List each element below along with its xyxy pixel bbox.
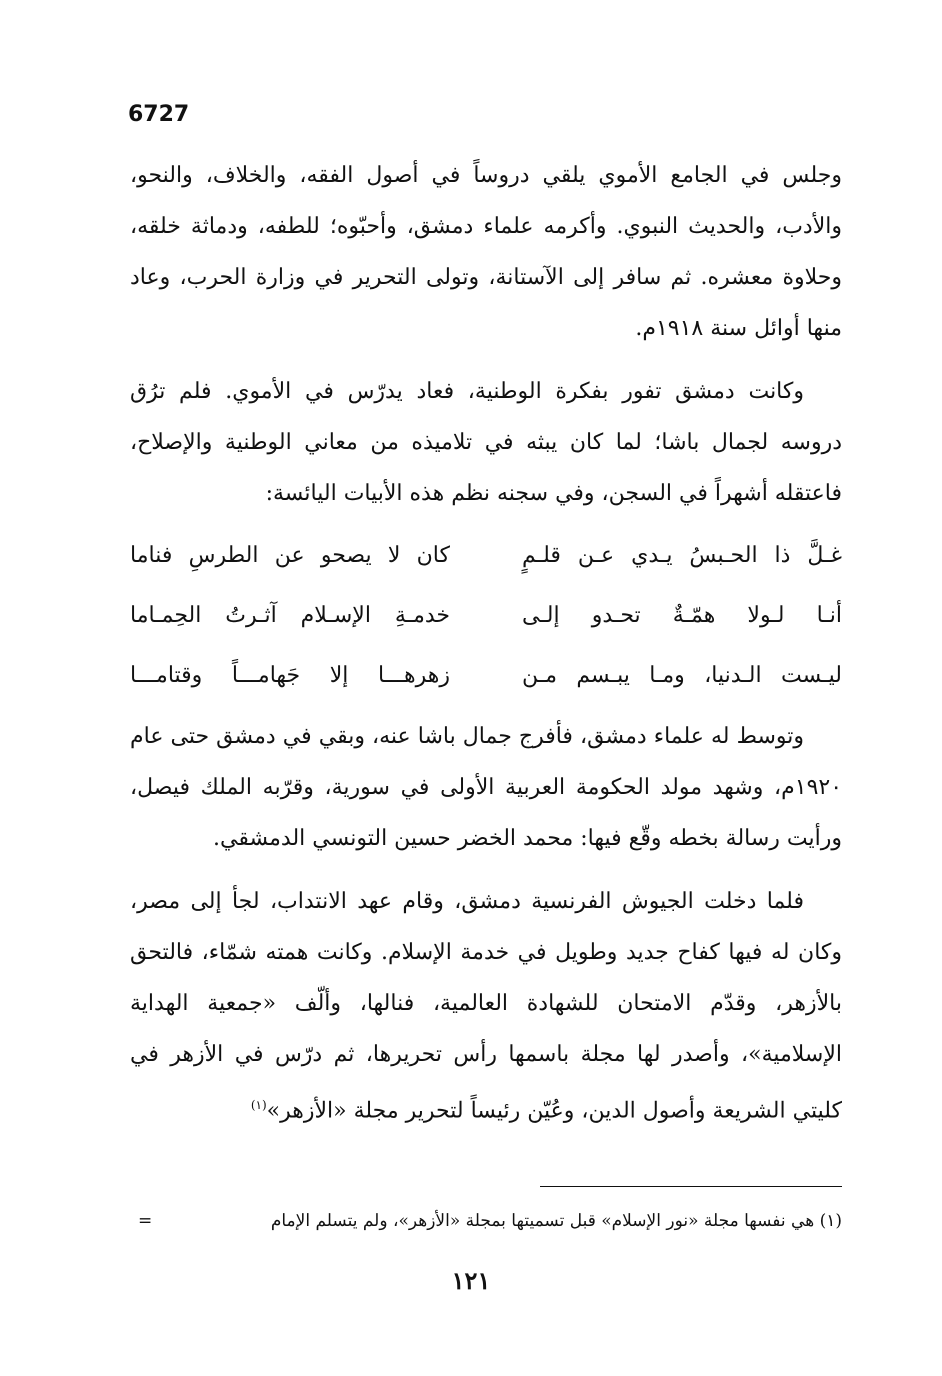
poem	[130, 525, 842, 705]
verse-first-hemistich: ليـست الـدنيا، ومـا يبـسم مـن	[522, 662, 842, 688]
poem-verse	[130, 525, 842, 585]
main-text	[130, 150, 842, 1136]
paragraph-1: وجلس في الجامع الأموي يلقي دروساً في أصول الفقه، والخلاف، والنحو، والأدب، والحديث النبوي. وأكرمه علماء دمشق، وأحبّوه؛ للطفه، ودماثة خلقه، وحلاوة معشره. ثم سافر إلى الآستانة، وتولى التحرير في وزارة الحرب، وعاد منها أوائل سنة ١٩١٨م.	[130, 163, 842, 341]
poem-verse	[130, 585, 842, 645]
paragraph-4-text: فلما دخلت الجيوش الفرنسية دمشق، وقام عهد الانتداب، لجأ إلى مصر، وكان له فيها كفاح جديد وطويل في خدمة الإسلام. وكانت همته شمّاء، فالتحق بالأزهر، وقدّم الامتحان للشهادة العالمية، فنالها، وألّف «جمعية الهداية الإسلامية»، وأصدر لها مجلة باسمها رأس تحريرها، ثم درّس في الأزهر في كليتي الشريعة وأصول الدين، وعُيّن رئيساً لتحرير مجلة «الأزهر»	[130, 889, 843, 1124]
poem-verse	[130, 645, 842, 705]
verse-second-hemistich: كان لا يصحو عن الطرسِ فناما	[130, 542, 450, 568]
verse-second-hemistich: زهرهـــا إلا جَهامـــاً وقتامـــا	[130, 662, 450, 688]
page-id: 6727	[128, 102, 190, 127]
footnote-reference: (١)	[250, 1098, 267, 1112]
footnote-continuation-mark: =	[138, 1211, 153, 1231]
verse-first-hemistich: أنـا لـولا همّـةٌ تحـدو إلـى	[522, 602, 842, 628]
page-number: ١٢١	[451, 1266, 491, 1295]
paragraph-4	[130, 876, 842, 1136]
paragraph-2: وكانت دمشق تفور بفكرة الوطنية، فعاد يدرّس في الأموي. فلم ترُق دروسه لجمال باشا؛ لما كان يبثه في تلاميذه من معاني الوطنية والإصلاح، فاعتقله أشهراً في السجن، وفي سجنه نظم هذه الأبيات اليائسة:	[130, 379, 842, 506]
verse-second-hemistich: خدمـةِ الإسـلام آثـرتُ الحِمـاما	[130, 602, 450, 628]
footnote: (١) هي نفسها مجلة «نور الإسلام» قبل تسميتها بمجلة «الأزهر»، ولم يتسلم الإمام	[270, 1211, 842, 1231]
verse-first-hemistich: غـلَّ ذا الحـبسُ يـدي عـن قلـمٍ	[522, 542, 842, 568]
footnote-divider	[540, 1186, 842, 1187]
paragraph-3: وتوسط له علماء دمشق، فأفرج جمال باشا عنه، وبقي في دمشق حتى عام ١٩٢٠م، وشهد مولد الحكومة العربية الأولى في سورية، وقرّبه الملك فيصل، ورأيت رسالة بخطه وقّع فيها: محمد الخضر حسين التونسي الدمشقي.	[130, 724, 843, 851]
